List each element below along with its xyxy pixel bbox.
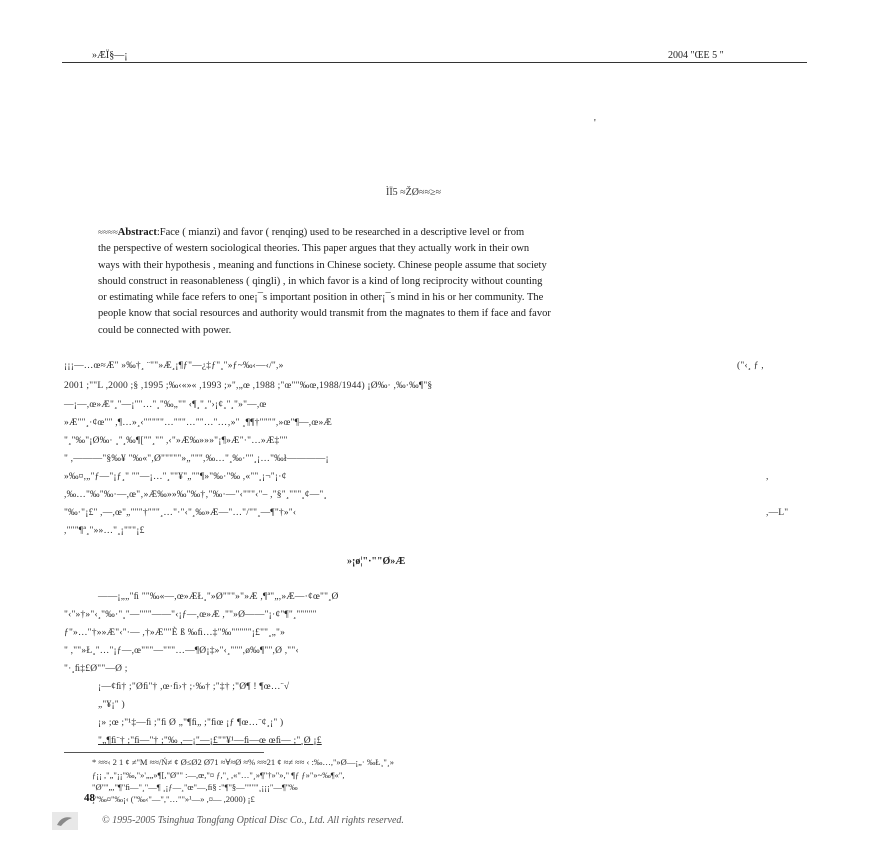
body-line-4: "¸"‰"¡Ø‰· ¸"¸‰¶[""¸"" ,‹"»Æ‰»»»"¡¶»Æ"·"…»Æ‡""	[64, 436, 288, 446]
body-line-7: ,‰…"‰"‰·—,œ"‚»Æ‰»»‰"‰†‚"‰·—"‹"""‹"– ,"§"¸"""¸¢—"¸	[64, 490, 327, 500]
abstract-label: Abstract	[117, 227, 157, 238]
body-line-6-right: ,	[766, 472, 769, 482]
body-line-3: »Æ""¸·¢œ"" ,¶…»¸‹"""""…"""…""…"…‚»" ¸¶¶†"""",»œ"¶—,œ»Æ	[64, 418, 333, 428]
running-header-right: 2004 "ŒE 5 "	[668, 50, 724, 61]
footnote-line-2: "Ø""„,"¶"ﬁ—"¸"—¶ ¸¡ƒ—¸"œ"—,ﬁ§ :"¶"§—""""¸¡¡¡"—¶"‰	[92, 782, 298, 792]
abstract-line-6: could be connected with power.	[98, 324, 232, 336]
running-header-left: »ÆÏ§—¡	[92, 50, 128, 61]
section-line-8: "„¶ﬁ¨† ;"ﬁ—"† ;"‰ ,—¡"—¡£""¥¹—ﬁ—œ œﬁ— ;"¸Ø ¡£	[98, 736, 322, 746]
body-line-0-right: ("‹¸ ƒ ,	[737, 361, 764, 371]
footnote-rule	[64, 752, 264, 753]
section-line-2: ƒ"»…"†»»Æ"‹"·— ,†»Æ""È ß ‰ﬁ…‡"‰"""""¡£""¸„"»	[64, 628, 286, 638]
body-line-1: 2001 ;""L ,2000 ;§ ,1995 ;‰‹«»« ,1993 ;»",„œ ,1988 ;"œ""‰œ,1988/1944) ¡Ø‰· ,‰·‰¶"§	[64, 381, 433, 391]
abstract-line-4: or estimating while face refers to one¡¯s important position in other¡¯s mind in his or her community. The	[98, 292, 544, 304]
body-line-5: " ,———"§‰¥ "‰«",Ø"""""»„""",‰…"¸‰·""¸¡…"‰ł————¡	[64, 454, 329, 464]
body-line-0: ¡¡¡—…œ≈Æ" »‰†¸ ¨""»Æ¸¡¶ƒ"—¿‡ƒ"¸"»ƒ~‰‹—‹/",»	[64, 361, 284, 371]
section-heading: »¡ø¦"·""Ø»Æ	[347, 556, 406, 567]
abstract-block	[98, 224, 778, 339]
abstract-line-0: :Face ( mianzi) and favor ( renqing) used to be researched in a descriptive level or from	[156, 227, 525, 238]
body-line-2: —¡—,œ»Æ"¸"—¡""…"¸"‰„"" ‹¶¸"¸"›¡¢¸"¸"»"—,œ	[64, 400, 267, 410]
body-line-8: "‰·"¡£" ,—,œ"„"""†"""¸…"·"‹"¸‰»Æ—"…"/""¸—¶"†»"‹	[64, 508, 297, 518]
abstract-line-3: should construct in reasonableness ( qingli) , in which favor is a kind of long reciprocity without counting	[98, 275, 543, 287]
abstract-line-1: the perspective of western sociological theories. This paper argues that they actually work in their own	[98, 243, 530, 255]
body-line-9: ,"""¶ª¸"»»…"¸¡"""¡£	[64, 526, 145, 536]
section-line-6: „"¥¡" )	[98, 700, 125, 710]
body-line-6: »‰¤,„"ƒ—"¡ƒ¸" ""—¡…"¸""¥"„""¶»"‰·"‰ ,«""¸¡¬"¡·¢	[64, 472, 287, 482]
section-line-5: ¡—¢ﬁ† ;"Øﬁ"† ,œ·ﬁ›† ;·‰† ;"‡† ;"Ø¶ ! ¶œ…¨√	[98, 682, 290, 692]
publisher-logo-icon	[52, 812, 78, 830]
abstract-line-2: ways with their hypothesis , meaning and functions in Chinese society. Chinese people assume that society	[98, 259, 547, 271]
section-line-0: ——¡„„"ﬁ ""‰«—,œ»ÆŁ¸"»Ø"""»"»Æ ,¶ª"„,»Æ—·¢œ""¸Ø	[98, 592, 339, 602]
body-line-8-right: ,—L"	[766, 508, 789, 518]
abstract-line	[98, 224, 778, 241]
abstract-line-5: people know that social resources and authority would transmit from the magnates to them if face and favor	[98, 308, 551, 320]
section-line-4: "·¸ﬁ‡£Ø""—Ø ;	[64, 664, 128, 674]
section-line-1: "‹"»†»"‹¸"‰·"¸"—"""——"‹¡ƒ—,œ»Æ ,""»Ø——"¡·¢"¶"¸"""""	[64, 610, 317, 620]
center-mark: '	[594, 118, 596, 129]
footnote-line-0: * ≈≈‹ 2 1 ¢ ≠"M ≈≈/Ń≠ ¢ Ø≤Ø2 Ø71 ≈∀≈Ø ≈% ≈≈21 ¢ ≈≠ ≈≈ ‹ :‰…,"»Ø—¡„· ‰Ł¸"¸»	[92, 757, 394, 767]
footnote-line-3: ¸"‰¤"‰¡‹ ("‰‹"—","…""»¹—» ,¤— ,2000) ¡£	[92, 794, 255, 804]
abstract-indent: ≈≈≈≈	[98, 227, 118, 237]
header-rule	[62, 62, 807, 63]
page-number: 48	[84, 792, 95, 804]
copyright-notice: © 1995-2005 Tsinghua Tongfang Optical Disc Co., Ltd. All rights reserved.	[102, 815, 404, 826]
footnote-line-1: ƒ¡¡ ,"„"¡¡"‰,"»'„„»¶[,"Ø"" :—,œ,"¤ ƒ,"¸ ,«"…"¸»¶"†»"»," ¶ƒ ƒ»"»~‰¶«",	[92, 770, 345, 780]
section-line-3: " ,""»Ł¸"…"¡ƒ—,œ"""—"""…—¶Ø¡‡»"‹¸""",ø‰¶"",Ø ,""‹	[64, 646, 299, 656]
section-line-7: ¡» ;œ ;"¹‡—ﬁ ;"ﬁ Ø „"¶ﬁ„ ;"ﬁœ ¡ƒ ¶œ…¨¢¸¡" )	[98, 718, 284, 728]
subtitle-line: ÌÏ5 ≈ŽØ≈≈≥≈	[386, 187, 441, 198]
